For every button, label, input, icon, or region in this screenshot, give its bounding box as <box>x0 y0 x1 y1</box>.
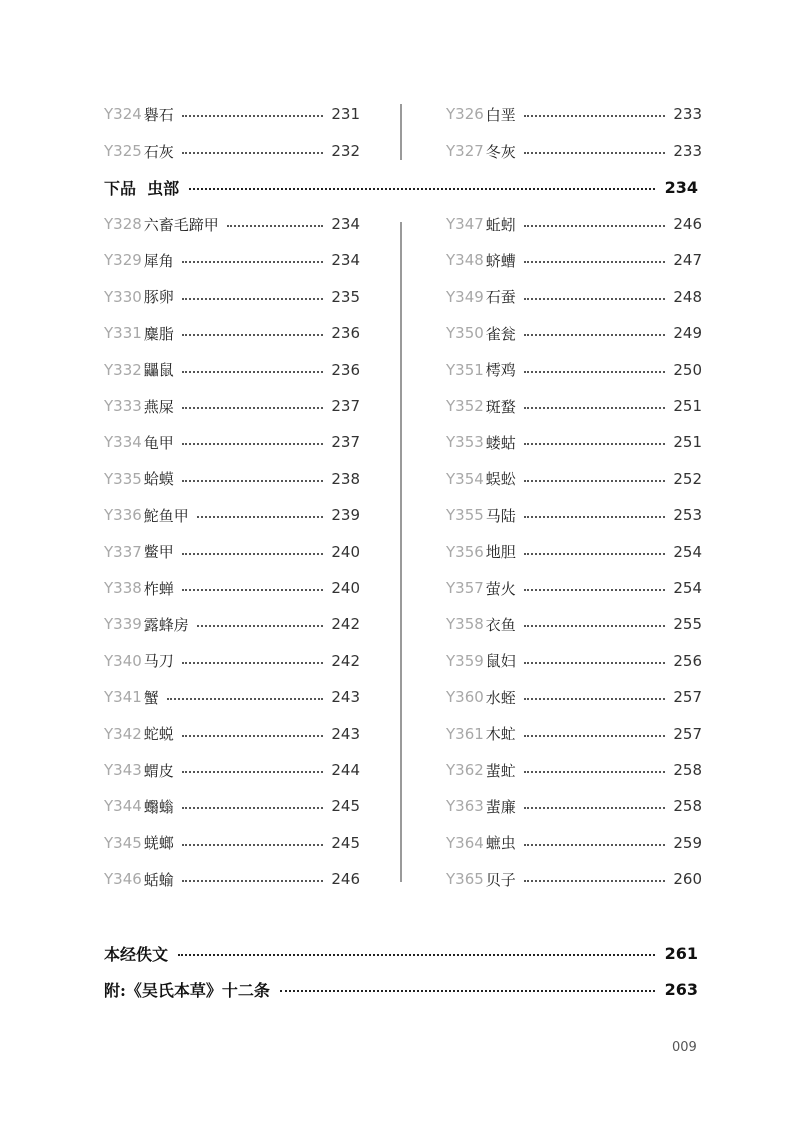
entry-page: 246 <box>331 870 360 889</box>
dot-leader <box>167 698 324 700</box>
toc-entry[interactable] <box>446 540 702 564</box>
toc-entry[interactable] <box>446 321 702 345</box>
entry-page: 245 <box>331 797 360 816</box>
entry-page: 257 <box>673 688 702 707</box>
entry-page: 236 <box>331 360 360 379</box>
entry-code: Y340 <box>104 651 142 670</box>
entry-name: 石灰 <box>143 142 174 161</box>
entry-name: 礜石 <box>143 105 174 124</box>
toc-entry[interactable] <box>446 139 702 163</box>
entry-name: 鼠妇 <box>485 652 516 671</box>
dot-leader <box>182 735 324 737</box>
entry-page: 244 <box>331 761 360 779</box>
entry-name: 冬灰 <box>485 142 516 161</box>
entry-name: 蜈蚣 <box>485 470 516 489</box>
dot-leader <box>182 553 324 555</box>
entry-code: Y363 <box>446 797 484 816</box>
entry-page: 232 <box>331 142 360 160</box>
section-title: 本经佚文 <box>104 944 169 964</box>
entry-name: 犀角 <box>143 251 174 270</box>
entry-page: 248 <box>673 287 702 306</box>
entry-page: 242 <box>331 651 360 670</box>
entry-code: Y341 <box>104 688 142 707</box>
toc-entry[interactable] <box>104 576 360 600</box>
dot-leader <box>227 225 324 227</box>
entry-name: 马刀 <box>143 652 174 671</box>
toc-entry[interactable] <box>104 321 360 345</box>
dot-leader <box>182 880 324 882</box>
entry-name: 马陆 <box>485 506 516 525</box>
toc-entry[interactable] <box>446 430 702 454</box>
dot-leader <box>524 698 666 700</box>
toc-entry[interactable] <box>104 285 360 309</box>
dot-leader <box>524 152 666 154</box>
toc-entry[interactable] <box>104 794 360 818</box>
entry-page: 245 <box>331 833 360 852</box>
entry-page: 258 <box>673 761 702 779</box>
entry-code: Y358 <box>446 615 484 634</box>
dot-leader <box>524 334 666 336</box>
dot-leader <box>524 298 666 300</box>
dot-leader <box>197 625 324 627</box>
toc-entry[interactable] <box>446 649 702 673</box>
entry-page: 250 <box>673 360 702 379</box>
toc-entry[interactable] <box>104 248 360 272</box>
toc-entry[interactable] <box>104 685 360 709</box>
entry-name: 斑蝥 <box>485 397 516 416</box>
entry-code: Y364 <box>446 833 484 852</box>
entry-page: 234 <box>331 215 360 233</box>
toc-entry[interactable] <box>446 394 702 418</box>
entry-code: Y347 <box>446 215 484 233</box>
entry-code: Y351 <box>446 360 484 379</box>
entry-page: 233 <box>673 142 702 160</box>
dot-leader <box>182 407 324 409</box>
dot-leader <box>524 880 666 882</box>
entry-page: 235 <box>331 287 360 306</box>
toc-entry[interactable] <box>446 102 702 126</box>
section-heading-appendix[interactable] <box>104 976 698 1002</box>
column-divider <box>400 104 402 160</box>
entry-name: 蟹 <box>143 688 159 707</box>
entry-name: 麋脂 <box>143 324 174 343</box>
entry-name: 蝟皮 <box>143 761 174 780</box>
entry-code: Y339 <box>104 615 142 634</box>
toc-entry[interactable] <box>104 102 360 126</box>
entry-name: 蛇蜕 <box>143 725 174 744</box>
entry-page: 236 <box>331 324 360 343</box>
toc-entry[interactable] <box>104 649 360 673</box>
entry-code: Y342 <box>104 724 142 743</box>
section-heading-lost-text[interactable] <box>104 940 698 966</box>
entry-code: Y348 <box>446 251 484 270</box>
dot-leader <box>524 371 666 373</box>
entry-code: Y338 <box>104 579 142 597</box>
dot-leader <box>524 662 666 664</box>
entry-name: 蛴螬 <box>485 251 516 270</box>
entry-code: Y324 <box>104 105 142 123</box>
toc-entry[interactable] <box>104 722 360 746</box>
entry-name: 露蜂房 <box>143 615 189 634</box>
dot-leader <box>524 115 666 117</box>
dot-leader <box>182 298 324 300</box>
entry-name: 地胆 <box>485 543 516 562</box>
toc-entry[interactable] <box>446 503 702 527</box>
entry-name: 蜣螂 <box>143 834 174 853</box>
entry-name: 蚯蚓 <box>485 215 516 234</box>
dot-leader <box>524 261 666 263</box>
entry-name: 燕屎 <box>143 397 174 416</box>
column-divider <box>400 222 402 882</box>
entry-page: 255 <box>673 615 702 634</box>
dot-leader <box>178 954 655 956</box>
entry-code: Y362 <box>446 761 484 779</box>
dot-leader <box>182 443 324 445</box>
dot-leader <box>182 662 324 664</box>
dot-leader <box>182 807 324 809</box>
entry-page: 254 <box>673 542 702 561</box>
entry-page: 247 <box>673 251 702 270</box>
entry-page: 242 <box>331 615 360 634</box>
toc-entry[interactable] <box>446 685 702 709</box>
entry-name: 蠮螉 <box>143 797 174 816</box>
entry-name: 蜚廉 <box>485 797 516 816</box>
entry-page: 257 <box>673 724 702 743</box>
entry-page: 246 <box>673 215 702 233</box>
entry-code: Y344 <box>104 797 142 816</box>
entry-page: 259 <box>673 833 702 852</box>
entry-code: Y343 <box>104 761 142 779</box>
entry-code: Y337 <box>104 542 142 561</box>
section-title: 下品 虫部 <box>104 178 180 198</box>
dot-leader <box>524 735 666 737</box>
dot-leader <box>524 589 666 591</box>
toc-entry[interactable] <box>446 285 702 309</box>
entry-code: Y345 <box>104 833 142 852</box>
entry-page: 233 <box>673 105 702 123</box>
entry-code: Y354 <box>446 469 484 488</box>
dot-leader <box>524 407 666 409</box>
dot-leader <box>524 443 666 445</box>
entry-code: Y355 <box>446 506 484 525</box>
entry-name: 木虻 <box>485 725 516 744</box>
entry-name: 鼺鼠 <box>143 361 174 380</box>
entry-page: 237 <box>331 397 360 415</box>
entry-name: 白垩 <box>485 105 516 124</box>
entry-code: Y332 <box>104 360 142 379</box>
toc-entry[interactable] <box>104 430 360 454</box>
entry-page: 240 <box>331 579 360 597</box>
entry-name: 六畜毛蹄甲 <box>143 215 219 234</box>
dot-leader <box>197 516 324 518</box>
entry-name: 樗鸡 <box>485 361 516 380</box>
entry-code: Y329 <box>104 251 142 270</box>
entry-code: Y346 <box>104 870 142 889</box>
toc-entry[interactable] <box>104 358 360 382</box>
entry-code: Y334 <box>104 433 142 452</box>
entry-name: 贝子 <box>485 870 516 889</box>
toc-entry[interactable] <box>446 248 702 272</box>
entry-name: 鳖甲 <box>143 543 174 562</box>
entry-code: Y353 <box>446 433 484 452</box>
toc-entry[interactable] <box>446 467 702 491</box>
dot-leader <box>182 115 324 117</box>
entry-code: Y349 <box>446 287 484 306</box>
entry-page: 243 <box>331 724 360 743</box>
entry-page: 252 <box>673 469 702 488</box>
toc-entry[interactable] <box>446 212 702 236</box>
entry-page: 254 <box>673 579 702 597</box>
dot-leader <box>182 152 324 154</box>
entry-code: Y365 <box>446 870 484 889</box>
dot-leader <box>524 844 666 846</box>
entry-page: 251 <box>673 397 702 415</box>
entry-page: 260 <box>673 870 702 889</box>
toc-entry[interactable] <box>104 394 360 418</box>
entry-name: 衣鱼 <box>485 615 516 634</box>
entry-name: 蝼蛄 <box>485 433 516 452</box>
entry-name: 柞蝉 <box>143 579 174 598</box>
toc-entry[interactable] <box>104 212 360 236</box>
entry-name: 萤火 <box>485 579 516 598</box>
entry-code: Y360 <box>446 688 484 707</box>
entry-page: 239 <box>331 506 360 525</box>
entry-code: Y327 <box>446 142 484 160</box>
entry-code: Y361 <box>446 724 484 743</box>
toc-entry[interactable] <box>446 576 702 600</box>
page-folio: 009 <box>672 1040 697 1055</box>
entry-page: 240 <box>331 542 360 561</box>
entry-page: 251 <box>673 433 702 452</box>
entry-code: Y330 <box>104 287 142 306</box>
dot-leader <box>182 261 324 263</box>
entry-code: Y331 <box>104 324 142 343</box>
toc-entry[interactable] <box>104 503 360 527</box>
section-page: 263 <box>664 979 698 999</box>
dot-leader <box>524 480 666 482</box>
entry-name: 蛤蟆 <box>143 470 174 489</box>
dot-leader <box>524 625 666 627</box>
toc-entry[interactable] <box>104 831 360 855</box>
dot-leader <box>280 990 655 992</box>
section-page: 234 <box>664 177 698 197</box>
toc-entry[interactable] <box>446 758 702 782</box>
dot-leader <box>524 516 666 518</box>
entry-code: Y336 <box>104 506 142 525</box>
entry-page: 234 <box>331 251 360 270</box>
entry-name: 鮀鱼甲 <box>143 506 189 525</box>
dot-leader <box>182 480 324 482</box>
dot-leader <box>189 188 654 190</box>
entry-name: 蜚虻 <box>485 761 516 780</box>
entry-code: Y333 <box>104 397 142 415</box>
dot-leader <box>182 771 324 773</box>
entry-name: 雀瓮 <box>485 324 516 343</box>
entry-code: Y335 <box>104 469 142 488</box>
dot-leader <box>182 371 324 373</box>
toc-entry[interactable] <box>104 467 360 491</box>
entry-name: 水蛭 <box>485 688 516 707</box>
entry-code: Y357 <box>446 579 484 597</box>
toc-entry[interactable] <box>446 358 702 382</box>
entry-name: 豚卵 <box>143 288 174 307</box>
dot-leader <box>524 807 666 809</box>
toc-entry[interactable] <box>104 867 360 891</box>
toc-entry[interactable] <box>104 139 360 163</box>
section-title: 附:《吴氏本草》十二条 <box>104 980 270 1000</box>
entry-name: 蟅虫 <box>485 834 516 853</box>
dot-leader <box>182 844 324 846</box>
dot-leader <box>182 334 324 336</box>
toc-entry[interactable] <box>446 722 702 746</box>
toc-entry[interactable] <box>446 831 702 855</box>
toc-entry[interactable] <box>446 867 702 891</box>
entry-code: Y326 <box>446 105 484 123</box>
entry-name: 石蚕 <box>485 288 516 307</box>
entry-page: 238 <box>331 469 360 488</box>
toc-entry[interactable] <box>446 794 702 818</box>
dot-leader <box>182 589 324 591</box>
toc-entry[interactable] <box>104 540 360 564</box>
entry-name: 龟甲 <box>143 433 174 452</box>
toc-entry[interactable] <box>104 612 360 636</box>
entry-code: Y325 <box>104 142 142 160</box>
entry-code: Y328 <box>104 215 142 233</box>
section-page: 261 <box>664 943 698 963</box>
section-heading-insects[interactable] <box>104 174 698 200</box>
toc-entry[interactable] <box>104 758 360 782</box>
entry-page: 253 <box>673 506 702 525</box>
entry-page: 258 <box>673 797 702 816</box>
dot-leader <box>524 225 666 227</box>
entry-page: 256 <box>673 651 702 670</box>
entry-page: 249 <box>673 324 702 343</box>
entry-page: 243 <box>331 688 360 707</box>
entry-code: Y359 <box>446 651 484 670</box>
toc-entry[interactable] <box>446 612 702 636</box>
entry-page: 231 <box>331 105 360 123</box>
entry-code: Y350 <box>446 324 484 343</box>
dot-leader <box>524 771 666 773</box>
dot-leader <box>524 553 666 555</box>
entry-code: Y356 <box>446 542 484 561</box>
entry-page: 237 <box>331 433 360 452</box>
entry-name: 蛞蝓 <box>143 870 174 889</box>
entry-code: Y352 <box>446 397 484 415</box>
